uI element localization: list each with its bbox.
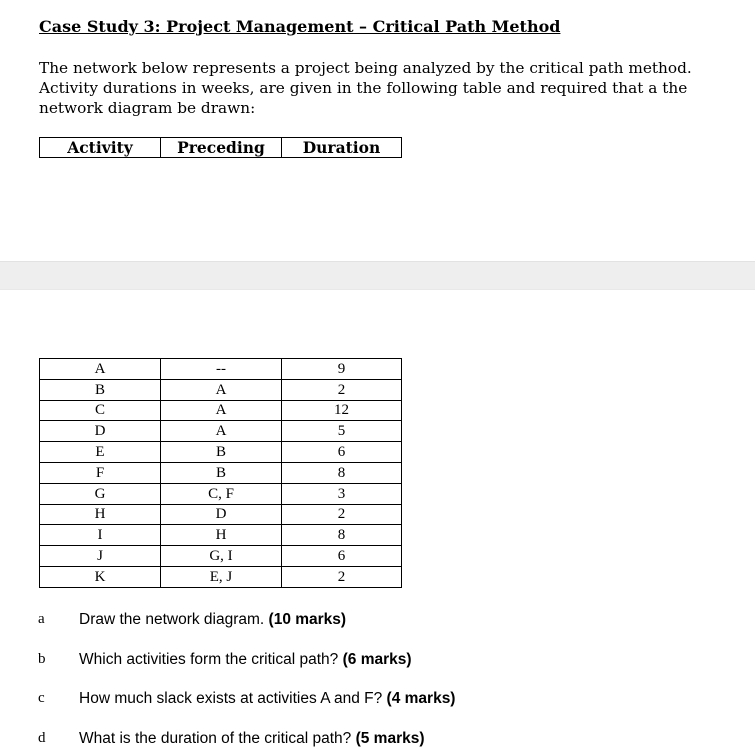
question-letter: a [38,611,45,627]
cell-duration: 8 [282,525,402,546]
cell-duration: 2 [282,566,402,587]
question-text-wrap [79,611,346,629]
question-item [0,730,755,752]
cell-activity: C [40,400,161,421]
cell-duration: 9 [282,359,402,380]
cell-preceding: B [161,442,282,463]
question-text: How much slack exists at activities A and F? [79,690,383,707]
cell-activity: A [40,359,161,380]
table-row [40,462,402,483]
cell-activity: D [40,421,161,442]
question-text-wrap [79,690,455,708]
cell-preceding: A [161,379,282,400]
table-row [40,504,402,525]
activity-table-body [40,359,402,588]
cell-preceding: C, F [161,483,282,504]
question-item [0,690,755,712]
table-row [40,525,402,546]
question-text: What is the duration of the critical path? [79,730,352,747]
question-marks: (6 marks) [342,651,412,668]
cell-duration: 2 [282,379,402,400]
cell-activity: B [40,379,161,400]
question-item [0,611,755,633]
cell-activity: H [40,504,161,525]
cell-duration: 8 [282,462,402,483]
question-text: Which activities form the critical path? [79,651,339,668]
header-activity: Activity [40,138,161,158]
question-text-wrap [79,651,412,669]
cell-activity: E [40,442,161,463]
question-marks: (4 marks) [386,690,456,707]
header-preceding: Preceding [161,138,282,158]
intro-line: The network below represents a project being analyzed by the critical path method. [39,59,692,77]
cell-duration: 12 [282,400,402,421]
table-row [40,359,402,380]
page-title: Case Study 3: Project Management – Critical Path Method [39,17,561,36]
question-text-wrap [79,730,425,748]
intro-line: network diagram be drawn: [39,99,256,117]
question-marks: (5 marks) [355,730,425,747]
question-item [0,651,755,673]
cell-duration: 6 [282,546,402,567]
cell-duration: 6 [282,442,402,463]
activity-table [39,358,402,588]
question-letter: b [38,651,46,667]
table-row [40,566,402,587]
cell-duration: 2 [282,504,402,525]
table-row [40,400,402,421]
table-header [39,137,402,158]
cell-activity: J [40,546,161,567]
question-marks: (10 marks) [268,611,347,628]
cell-duration: 5 [282,421,402,442]
question-letter: c [38,690,45,706]
table-row [40,483,402,504]
table-row [40,379,402,400]
cell-activity: F [40,462,161,483]
cell-preceding: B [161,462,282,483]
intro-line: Activity durations in weeks, are given in the following table and required that a the [39,79,688,97]
cell-preceding: A [161,400,282,421]
table-row [40,421,402,442]
header-duration: Duration [282,138,402,158]
cell-activity: G [40,483,161,504]
page-break-divider [0,261,755,290]
question-letter: d [38,730,46,746]
intro-paragraph [39,58,739,118]
cell-activity: I [40,525,161,546]
cell-duration: 3 [282,483,402,504]
table-row [40,442,402,463]
table-row [40,546,402,567]
cell-preceding: -- [161,359,282,380]
cell-preceding: E, J [161,566,282,587]
question-text: Draw the network diagram. [79,611,265,628]
cell-preceding: G, I [161,546,282,567]
cell-preceding: A [161,421,282,442]
cell-preceding: H [161,525,282,546]
cell-preceding: D [161,504,282,525]
cell-activity: K [40,566,161,587]
